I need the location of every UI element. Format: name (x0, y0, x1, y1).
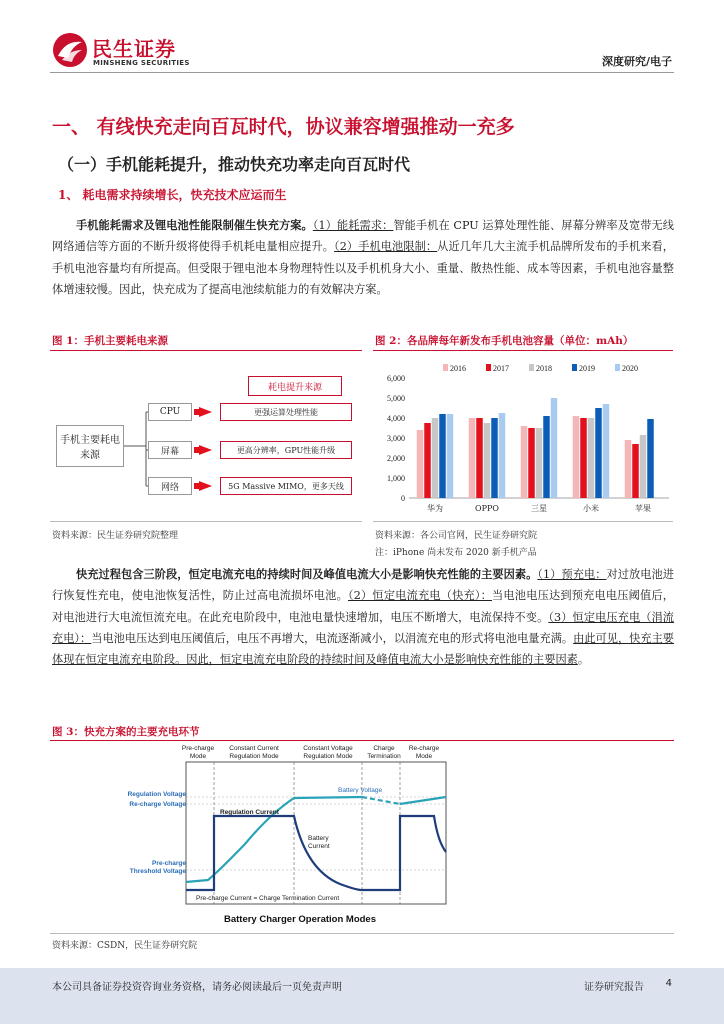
mode-term-1: Charge (373, 745, 395, 752)
minsheng-logo-icon (52, 32, 88, 68)
footer-band (0, 968, 724, 1024)
label-regulation-current: Regulation Current (220, 809, 279, 816)
charge-modes-diagram (100, 742, 480, 932)
y-tick-label: 2,000 (387, 454, 405, 463)
mode-cv-2: Regulation Mode (303, 753, 353, 760)
legend-swatch-2016 (443, 364, 448, 371)
mode-cc-1: Constant Current (229, 745, 279, 752)
para1-label-1: （1）能耗需求： (312, 219, 394, 232)
legend-swatch-2019 (572, 364, 577, 371)
fig3-source: 资料来源：CSDN，民生证券研究院 (52, 941, 198, 951)
para2-text-3: 当电池电压达到电压阈值后，电压不再增大，电流逐渐减小，以涓流充电的形式将电池电量充满。 (91, 631, 574, 645)
bar-小米-2020 (603, 404, 610, 498)
fig1-title: 图 1：手机主要耗电来源 (52, 335, 168, 347)
y-tick-label: 3,000 (387, 434, 405, 443)
bar-华为-2020 (447, 414, 454, 498)
para2-period: 。 (577, 653, 590, 667)
fig1-source-screen: 屏幕 (148, 441, 192, 459)
para1-text-1: 智能手机在 CPU 运算处理性能、屏幕分辨率及宽带无线网络通信等方面的不断升级将使得手机耗电量相应提升。 (52, 219, 674, 254)
bar-苹果-2017 (632, 444, 639, 498)
bar-小米-2019 (595, 408, 602, 498)
para1-label-2: （2）手机电池限制： (334, 240, 438, 254)
legend-label-2017: 2017 (493, 364, 509, 373)
x-tick-label: OPPO (475, 504, 499, 513)
fig1-result-screen: 更高分辨率，GPU性能升级 (220, 441, 352, 459)
x-tick-label: 苹果 (635, 504, 651, 513)
para1-lead: 手机能耗需求及锂电池性能限制催生快充方案。 (76, 218, 313, 232)
bar-苹果-2018 (640, 435, 647, 498)
bar-华为-2019 (439, 414, 446, 498)
label-precharge-threshold-2: Threshold Voltage (129, 868, 186, 875)
para2-label-2: （2）恒定电流充电（快充）： (347, 589, 493, 603)
fig2-title-rule (373, 350, 673, 351)
label-precharge-current: Pre-charge Current = Charge Termination Current (196, 895, 340, 902)
legend-label-2018: 2018 (536, 364, 552, 373)
bar-华为-2017 (424, 423, 431, 498)
x-tick-label: 三星 (531, 504, 547, 513)
battery-capacity-chart (373, 356, 673, 518)
bar-三星-2016 (521, 426, 528, 498)
legend-swatch-2017 (486, 364, 491, 371)
bar-苹果-2019 (647, 419, 654, 498)
fig3-title-rule (50, 740, 674, 741)
fig1-bottom-rule (50, 521, 362, 522)
bar-小米-2016 (573, 416, 580, 498)
bar-OPPO-2019 (491, 418, 498, 498)
logo-en: MINSHENG SECURITIES (93, 59, 190, 67)
fig2-bottom-rule (373, 521, 673, 522)
fig1-source: 资料来源：民生证券研究院整理 (52, 531, 179, 541)
mode-recharge-2: Mode (415, 753, 433, 760)
label-recharge-voltage: Re-charge Voltage (129, 801, 186, 808)
fig1-top-label: 耗电提升来源 (248, 376, 342, 396)
fig3-caption: Battery Charger Operation Modes (223, 914, 377, 925)
bar-OPPO-2018 (484, 423, 491, 498)
bar-OPPO-2020 (499, 413, 506, 498)
label-battery-current-1: Battery (308, 835, 329, 842)
fig3-title: 图 3：快充方案的主要充电环节 (52, 726, 200, 738)
y-tick-label: 4,000 (387, 414, 405, 423)
legend-swatch-2018 (529, 364, 534, 371)
paragraph-2 (52, 564, 674, 670)
fig1-result-cpu: 更强运算处理性能 (220, 403, 352, 421)
bar-华为-2018 (432, 418, 439, 498)
bar-OPPO-2016 (469, 418, 476, 498)
fig2-title: 图 2：各品牌每年新发布手机电池容量（单位：mAh） (375, 335, 634, 347)
mode-recharge-1: Re-charge (408, 745, 440, 752)
para2-label-1: （1）预充电： (537, 568, 607, 581)
mode-cv-1: Constant Voltage (303, 745, 353, 752)
bar-三星-2018 (536, 428, 543, 498)
y-tick-label: 0 (401, 494, 405, 503)
fig3-bottom-rule (50, 933, 674, 934)
page-number: 4 (665, 978, 672, 989)
para2-conclusion: 由此可见，快充主要体现在恒定电流充电阶段。因此，恒定电流充电阶段的持续时间及峰值电流大小是影响快充性能的主要因素 (52, 631, 674, 667)
bar-小米-2017 (580, 418, 587, 498)
fig1-title-rule (50, 350, 362, 351)
legend-label-2016: 2016 (450, 364, 466, 373)
bar-OPPO-2017 (476, 418, 483, 498)
label-precharge-threshold-1: Pre-charge (152, 860, 186, 867)
legend-label-2019: 2019 (579, 364, 595, 373)
report-type: 深度研究/电子 (601, 55, 672, 68)
header-divider (50, 72, 674, 73)
x-tick-label: 华为 (427, 504, 443, 513)
fig1-result-network: 5G Massive MIMO，更多天线 (220, 477, 352, 495)
bar-华为-2016 (417, 430, 424, 498)
y-tick-label: 5,000 (387, 394, 405, 403)
logo-cn: 民生证券 (92, 37, 176, 61)
x-tick-label: 小米 (583, 504, 599, 513)
paragraph-1 (52, 215, 674, 300)
fig1-source-cpu: CPU (148, 403, 192, 421)
mode-term-2: Termination (367, 753, 401, 760)
bar-苹果-2016 (625, 440, 632, 498)
para2-label-3: （3）恒定电压充电（涓流充电）： (52, 610, 674, 645)
footer-disclaimer: 本公司具备证券投资咨询业务资格，请务必阅读最后一页免责声明 (52, 982, 342, 993)
para2-text-2: 当电池电压达到预充电电压阈值后，对电池进行大电流恒流充电。在此充电阶段中，电池电量快速增加，电压不断增大，电流保持不变。 (52, 589, 674, 624)
section-heading-3: 1、 耗电需求持续增长，快充技术应运而生 (58, 188, 287, 202)
para2-lead: 快充过程包含三阶段，恒定电流充电的持续时间及峰值电流大小是影响快充性能的主要因素。 (76, 567, 538, 581)
bar-三星-2019 (543, 416, 550, 498)
mode-precharge-1: Pre-charge (181, 745, 215, 752)
label-regulation-voltage: Regulation Voltage (127, 791, 186, 798)
mode-precharge-2: Mode (189, 753, 207, 760)
bar-小米-2018 (588, 418, 595, 498)
y-tick-label: 6,000 (387, 374, 405, 383)
y-tick-label: 1,000 (387, 474, 405, 483)
fig2-source: 资料来源：各公司官网，民生证券研究院 (375, 531, 538, 541)
fig2-note: 注：iPhone 尚未发布 2020 新手机产品 (375, 548, 537, 558)
bar-三星-2020 (551, 398, 558, 498)
fig1-source-network: 网络 (148, 477, 192, 495)
legend-label-2020: 2020 (622, 364, 638, 373)
para2-text-1: 对过放电池进行恢复性充电，使电池恢复活性，防止过高电流损坏电池。 (52, 568, 674, 603)
section-heading-1: 一、 有线快充走向百瓦时代，协议兼容增强推动一充多 (52, 116, 515, 138)
mode-cc-2: Regulation Mode (229, 753, 279, 760)
fig1-center-box: 手机主要耗电来源 (56, 425, 124, 467)
bar-三星-2017 (528, 428, 535, 498)
footer-report-label: 证券研究报告 (584, 982, 644, 993)
para1-text-2: 从近几年几大主流手机品牌所发布的手机来看，手机电池容量均有所提高。但受限于锂电池本身物理特性以及手机机身大小、重量、散热性能、成本等因素，手机电池容量整体增速较慢。因此，快充成为了提高电池续航能力的有效解决方案。 (52, 240, 674, 296)
label-battery-voltage: Battery Voltage (338, 787, 383, 794)
label-battery-current-2: Current (308, 843, 330, 850)
legend-swatch-2020 (615, 364, 620, 371)
section-heading-2: （一）手机能耗提升，推动快充功率走向百瓦时代 (58, 155, 411, 174)
